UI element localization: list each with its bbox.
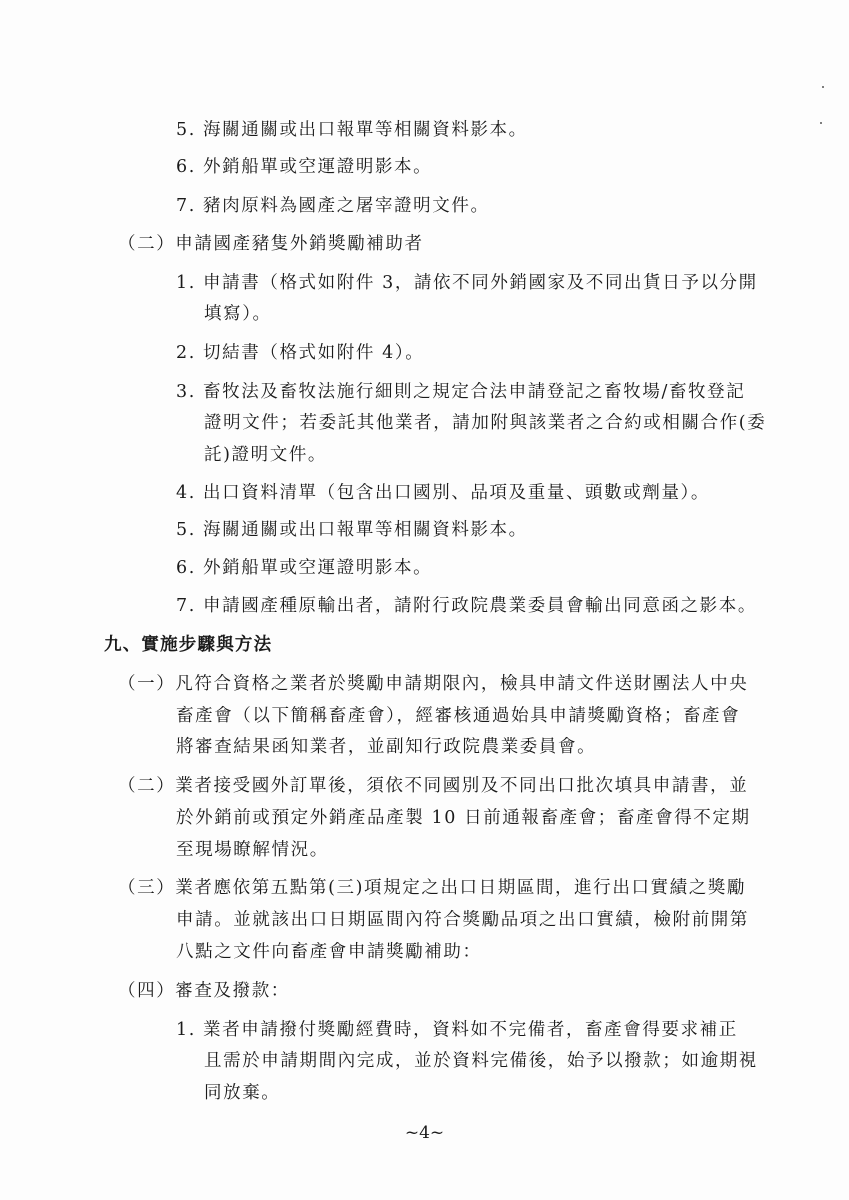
text-line: 填寫）。 xyxy=(204,304,272,324)
text-line: 託)證明文件。 xyxy=(204,445,328,465)
text-line: 且需於申請期間內完成，並於資料完備後，始予以撥款；如逾期視 xyxy=(204,1051,758,1071)
text-line: 於外銷前或預定外銷產品產製 10 日前通報畜產會；畜產會得不定期 xyxy=(176,808,751,828)
text-line: （三）業者應依第五點第(三)項規定之出口日期區間，進行出口實績之獎勵 xyxy=(118,878,747,898)
text-line: 3. 畜牧法及畜牧法施行細則之規定合法申請登記之畜牧場/畜牧登記 xyxy=(176,382,746,402)
text-line: 同放棄。 xyxy=(204,1083,281,1103)
scan-speck xyxy=(822,86,824,88)
text-line: 將審查結果函知業者，並副知行政院農業委員會。 xyxy=(176,737,597,757)
scan-speck xyxy=(820,122,822,124)
text-line: 1. 業者申請撥付獎勵經費時，資料如不完備者，畜產會得要求補正 xyxy=(176,1020,738,1040)
text-line: 至現場瞭解情況。 xyxy=(176,840,329,860)
text-line: 申請。並就該出口日期區間內符合獎勵品項之出口實績，檢附前開第 xyxy=(176,910,749,930)
text-line: 5. 海關通關或出口報單等相關資料影本。 xyxy=(176,120,528,140)
text-line: 4. 出口資料清單（包含出口國別、品項及重量、頭數或劑量）。 xyxy=(176,483,711,503)
text-line: （四）審查及撥款： xyxy=(118,981,290,1001)
text-line: 7. 申請國產種原輸出者，請附行政院農業委員會輸出同意函之影本。 xyxy=(176,596,757,616)
section-heading: （二）申請國產豬隻外銷獎勵補助者 xyxy=(118,234,424,254)
text-line: 畜產會（以下簡稱畜產會），經審核通過始具申請獎勵資格；畜產會 xyxy=(176,706,741,726)
text-line: （二）業者接受國外訂單後，須依不同國別及不同出口批次填具申請書，並 xyxy=(118,776,749,796)
text-line: 6. 外銷船單或空運證明影本。 xyxy=(176,157,433,177)
text-line: 7. 豬肉原料為國產之屠宰證明文件。 xyxy=(176,196,490,216)
text-line: 八點之文件向畜產會申請獎勵補助： xyxy=(176,942,482,962)
text-line: 2. 切結書（格式如附件 4）。 xyxy=(176,343,425,363)
chapter-heading: 九、實施步驟與方法 xyxy=(104,635,273,655)
text-line: （一）凡符合資格之業者於獎勵申請期限內，檢具申請文件送財團法人中央 xyxy=(118,674,749,694)
text-line: 1. 申請書（格式如附件 3，請依不同外銷國家及不同出貨日予以分開 xyxy=(176,273,758,293)
text-line: 5. 海關通關或出口報單等相關資料影本。 xyxy=(176,520,528,540)
page-number: ~4~ xyxy=(404,1123,445,1143)
text-line: 證明文件；若委託其他業者，請加附與該業者之合約或相關合作(委 xyxy=(204,413,767,433)
text-line: 6. 外銷船單或空運證明影本。 xyxy=(176,558,433,578)
